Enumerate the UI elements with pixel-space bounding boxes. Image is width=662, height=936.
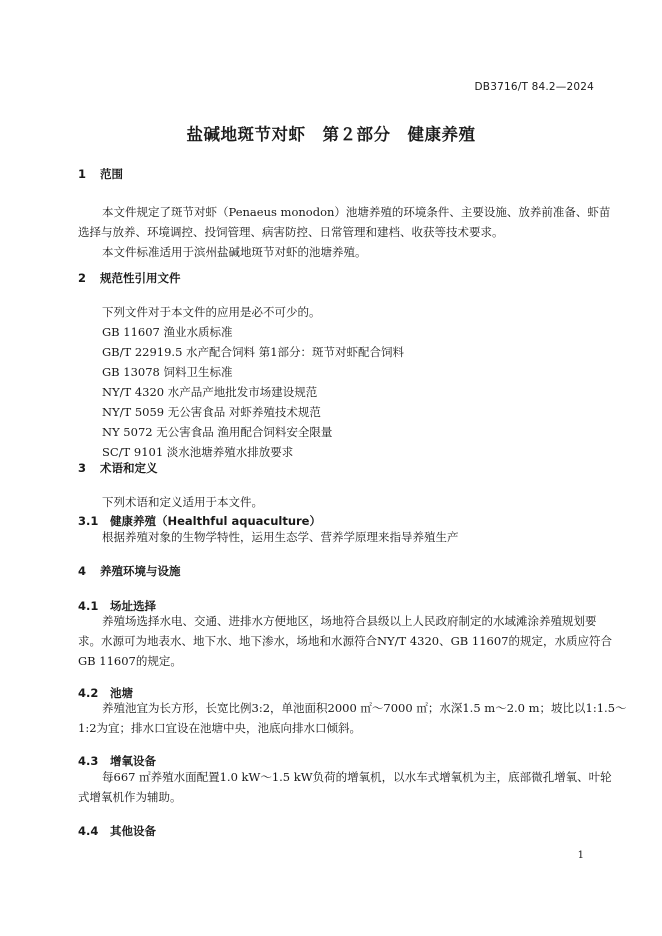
reference-item: NY/T 5059 无公害食品 对虾养殖技术规范 xyxy=(102,405,321,419)
paragraph: 下列术语和定义适用于本文件。 xyxy=(102,495,263,509)
term-definition: 根据养殖对象的生物学特性，运用生态学、营养学原理来指导养殖生产 xyxy=(102,530,459,544)
paragraph: 选择与放养、环境调控、投饲管理、病害防控、日常管理和建档、收获等技术要求。 xyxy=(78,225,504,239)
reference-item: GB/T 22919.5 水产配合饲料 第1部分：斑节对虾配合饲料 xyxy=(102,345,405,359)
paragraph: 本文件标准适用于滨州盐碱地斑节对虾的池塘养殖。 xyxy=(102,245,367,259)
reference-item: NY/T 4320 水产品产地批发市场建设规范 xyxy=(102,385,318,399)
paragraph: 养殖池宜为长方形，长宽比例3:2，单池面积2000 ㎡～7000 ㎡；水深1.5 m～2.0 m；坡比以1:1.5～ xyxy=(102,701,627,715)
subsection-4-1-heading: 4.1 场址选择 xyxy=(78,599,156,613)
reference-item: SC/T 9101 淡水池塘养殖水排放要求 xyxy=(102,445,294,459)
subsection-4-4-heading: 4.4 其他设备 xyxy=(78,824,156,838)
page-number: 1 xyxy=(577,850,584,861)
paragraph: 养殖场选择水电、交通、进排水方便地区，场地符合县级以上人民政府制定的水域滩涂养殖规划要 xyxy=(102,614,597,628)
subsection-4-2-heading: 4.2 池塘 xyxy=(78,686,133,700)
reference-item: NY 5072 无公害食品 渔用配合饲料安全限量 xyxy=(102,425,333,439)
reference-item: GB 11607 渔业水质标准 xyxy=(102,325,233,339)
paragraph: 本文件规定了斑节对虾（Penaeus monodon）池塘养殖的环境条件、主要设施、放养前准备、虾苗 xyxy=(102,205,611,219)
paragraph: 下列文件对于本文件的应用是必不可少的。 xyxy=(102,305,321,319)
reference-item: GB 13078 饲料卫生标准 xyxy=(102,365,233,379)
section-4-heading: 4 养殖环境与设施 xyxy=(78,564,181,578)
paragraph: 每667 ㎡养殖水面配置1.0 kW～1.5 kW负荷的增氧机，以水车式增氧机为主，底部微孔增氧、叶轮 xyxy=(102,770,612,784)
page-title: 盐碱地斑节对虾 第２部分 健康养殖 xyxy=(186,125,476,144)
section-2-heading: 2 规范性引用文件 xyxy=(78,271,181,285)
standard-code: DB3716/T 84.2—2024 xyxy=(474,81,594,93)
subsection-4-3-heading: 4.3 增氧设备 xyxy=(78,754,156,768)
paragraph: 求。水源可为地表水、地下水、地下渗水，场地和水源符合NY/T 4320、GB 11607的规定，水质应符合 xyxy=(78,634,612,648)
section-1-heading: 1 范围 xyxy=(78,167,123,181)
paragraph: 1:2为宜；排水口宜设在池塘中央，池底向排水口倾斜。 xyxy=(78,721,362,735)
term-3-1-heading: 3.1 健康养殖（Healthful aquaculture） xyxy=(78,514,321,528)
section-3-heading: 3 术语和定义 xyxy=(78,461,158,475)
paragraph: 式增氧机作为辅助。 xyxy=(78,790,182,804)
paragraph: GB 11607的规定。 xyxy=(78,654,182,668)
